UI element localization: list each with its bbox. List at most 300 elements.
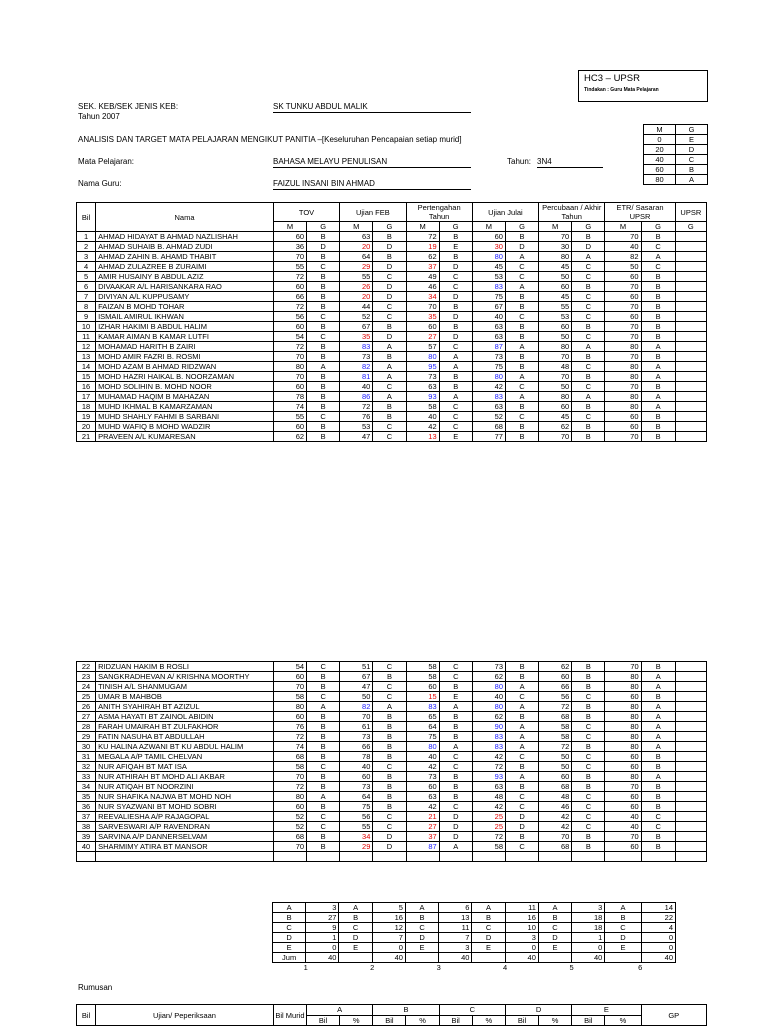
student-grade: A — [572, 252, 605, 262]
student-mark: 87 — [472, 342, 505, 352]
student-mark: 80 — [605, 672, 641, 682]
student-name: SANGKRADHEVAN A/ KRISHNA MOORTHY — [96, 672, 274, 682]
student-name: SARVINA A/P DANNERSELVAM — [96, 832, 274, 842]
student-grade: D — [439, 262, 472, 272]
student-mark: 68 — [273, 832, 306, 842]
rumusan-subheader: Bil — [505, 1015, 538, 1026]
student-mark: 70 — [605, 782, 641, 792]
summary-count: 9 — [306, 923, 339, 933]
summary-count: 16 — [505, 913, 538, 923]
student-mark: 62 — [472, 712, 505, 722]
student-mark: 62 — [406, 252, 439, 262]
student-grade: D — [373, 832, 406, 842]
student-mark: 72 — [472, 832, 505, 842]
summary-col-number: 5 — [569, 963, 574, 972]
student-mark: 40 — [472, 312, 505, 322]
student-mark: 63 — [472, 322, 505, 332]
student-grade: B — [373, 252, 406, 262]
student-bil: 22 — [77, 662, 96, 672]
student-mark: 64 — [406, 722, 439, 732]
student-bil: 36 — [77, 802, 96, 812]
student-mark: 70 — [273, 352, 306, 362]
student-mark: 40 — [605, 242, 641, 252]
student-grade: A — [641, 722, 675, 732]
summary-grade: C — [273, 923, 306, 933]
summary-row — [273, 943, 676, 953]
student-mark: 61 — [340, 722, 373, 732]
student-grade: C — [505, 382, 538, 392]
student-mark: 42 — [406, 762, 439, 772]
student-grade: B — [439, 782, 472, 792]
student-mark: 35 — [340, 332, 373, 342]
student-grade: B — [307, 722, 340, 732]
student-grade: C — [439, 422, 472, 432]
student-mark: 50 — [340, 692, 373, 702]
student-grade: B — [307, 782, 340, 792]
student-grade: B — [505, 292, 538, 302]
student-upsr — [675, 672, 706, 682]
student-grade: B — [307, 832, 340, 842]
student-grade: C — [439, 342, 472, 352]
summary-count: 0 — [641, 933, 675, 943]
student-row — [77, 672, 707, 682]
student-grade: B — [373, 712, 406, 722]
student-mark: 58 — [472, 842, 505, 852]
student-mark: 72 — [273, 302, 306, 312]
student-mark: 50 — [605, 262, 641, 272]
student-mark: 48 — [539, 792, 572, 802]
student-row — [77, 722, 707, 732]
main-table-page2 — [76, 661, 707, 862]
student-grade: D — [373, 242, 406, 252]
student-grade: B — [373, 672, 406, 682]
student-grade: B — [373, 232, 406, 242]
student-bil: 28 — [77, 722, 96, 732]
student-mark: 50 — [539, 332, 572, 342]
summary-col-numbers — [273, 963, 676, 973]
student-grade: C — [572, 382, 605, 392]
rumusan-header-d: D — [505, 1005, 571, 1016]
student-mark: 70 — [539, 232, 572, 242]
student-bil: 35 — [77, 792, 96, 802]
student-grade: C — [373, 682, 406, 692]
student-mark: 72 — [273, 782, 306, 792]
student-grade: B — [641, 272, 675, 282]
student-grade: C — [307, 332, 340, 342]
summary-count: 1 — [306, 933, 339, 943]
student-mark: 42 — [472, 802, 505, 812]
student-mark: 78 — [340, 752, 373, 762]
student-grade: A — [307, 362, 340, 372]
subject-value: BAHASA MELAYU PENULISAN — [273, 157, 471, 168]
header-ujian-feb: Ujian FEB — [340, 203, 406, 222]
student-grade: A — [505, 252, 538, 262]
student-grade: B — [572, 682, 605, 692]
student-mark: 60 — [273, 382, 306, 392]
teacher-value: FAIZUL INSANI BIN AHMAD — [273, 179, 471, 190]
student-mark: 68 — [539, 782, 572, 792]
student-grade: C — [373, 692, 406, 702]
header-percubaan: Percubaan / Akhir Tahun — [539, 203, 605, 222]
student-upsr — [675, 372, 706, 382]
student-upsr — [675, 752, 706, 762]
student-grade: D — [506, 812, 539, 822]
hc3-box — [578, 70, 708, 102]
student-grade: B — [439, 382, 472, 392]
student-bil: 20 — [77, 422, 96, 432]
student-grade: D — [373, 282, 406, 292]
student-grade: A — [373, 392, 406, 402]
summary-col-number: 3 — [436, 963, 441, 972]
student-mark: 19 — [406, 242, 439, 252]
student-upsr — [675, 782, 706, 792]
student-row — [77, 432, 707, 442]
student-grade: B — [641, 792, 675, 802]
student-grade: A — [505, 342, 538, 352]
student-grade: A — [439, 742, 472, 752]
student-mark: 70 — [273, 252, 306, 262]
student-row — [77, 402, 707, 412]
summary-count: 16 — [372, 913, 405, 923]
student-mark: 80 — [406, 352, 439, 362]
summary-grade: C — [405, 923, 438, 933]
student-grade: A — [641, 392, 675, 402]
student-row — [77, 392, 707, 402]
student-mark: 58 — [406, 662, 439, 672]
student-mark: 72 — [273, 272, 306, 282]
student-grade: B — [641, 832, 675, 842]
student-mark: 60 — [273, 672, 306, 682]
student-mark: 58 — [539, 732, 572, 742]
student-mark: 62 — [472, 672, 505, 682]
student-mark: 80 — [605, 702, 641, 712]
student-mark: 75 — [472, 292, 505, 302]
student-mark: 60 — [406, 782, 439, 792]
student-mark: 63 — [406, 792, 439, 802]
student-row — [77, 372, 707, 382]
student-mark: 46 — [406, 282, 439, 292]
student-mark: 63 — [472, 332, 505, 342]
student-grade: B — [439, 712, 472, 722]
student-upsr — [675, 302, 706, 312]
student-mark: 80 — [605, 362, 641, 372]
scale-grade: B — [676, 165, 708, 175]
student-mark: 80 — [539, 252, 572, 262]
blank-cell — [273, 852, 306, 862]
scale-mark: 80 — [644, 175, 676, 185]
student-mark: 21 — [406, 812, 439, 822]
student-grade: B — [439, 232, 472, 242]
student-name: SARVESWARI A/P RAVENDRAN — [96, 822, 274, 832]
student-grade: B — [505, 402, 538, 412]
analysis-title: ANALISIS DAN TARGET MATA PELAJARAN MENGIKUT PANITIA –[Keseluruhan Pencapaian setiap murid] — [78, 135, 462, 144]
student-mark: 44 — [340, 302, 373, 312]
student-mark: 55 — [273, 412, 306, 422]
rumusan-header-e: E — [572, 1005, 641, 1016]
summary-row — [273, 933, 676, 943]
summary-grade: A — [472, 903, 505, 913]
student-grade: B — [307, 352, 340, 362]
summary-count: 0 — [505, 943, 538, 953]
student-grade: B — [506, 672, 539, 682]
student-name: AHMAD SUHAIB B. AHMAD ZUDI — [96, 242, 274, 252]
student-mark: 50 — [539, 762, 572, 772]
blank-cell — [439, 852, 472, 862]
scale-grade: A — [676, 175, 708, 185]
hc3-title: HC3 – UPSR — [584, 73, 640, 84]
student-name: ISMAIL AMIRUL IKHWAN — [96, 312, 274, 322]
summary-grade: Jum — [273, 953, 306, 963]
student-mark: 95 — [406, 362, 439, 372]
student-row — [77, 692, 707, 702]
grade-scale-table — [643, 124, 708, 185]
student-grade: B — [373, 732, 406, 742]
header-g: G — [373, 222, 406, 232]
student-grade: B — [505, 302, 538, 312]
student-grade: E — [439, 692, 472, 702]
student-grade: A — [373, 372, 406, 382]
student-grade: C — [572, 302, 605, 312]
student-grade: C — [572, 732, 605, 742]
student-mark: 73 — [472, 662, 505, 672]
student-bil: 1 — [77, 232, 96, 242]
student-grade: B — [572, 782, 605, 792]
student-row — [77, 702, 707, 712]
student-grade: C — [439, 802, 472, 812]
summary-grade: E — [273, 943, 306, 953]
summary-count: 0 — [572, 943, 605, 953]
student-grade: B — [307, 302, 340, 312]
student-mark: 56 — [340, 812, 373, 822]
student-row — [77, 782, 707, 792]
scale-header-m: M — [644, 125, 676, 135]
student-grade: A — [307, 792, 340, 802]
student-mark: 80 — [605, 342, 641, 352]
student-name: FARAH UMAIRAH BT ZULFAKHOR — [96, 722, 274, 732]
student-grade: A — [439, 392, 472, 402]
student-grade: A — [641, 672, 675, 682]
student-grade: B — [506, 712, 539, 722]
student-mark: 62 — [539, 662, 572, 672]
student-mark: 73 — [406, 772, 439, 782]
student-grade: C — [505, 412, 538, 422]
summary-count: 22 — [641, 913, 675, 923]
student-mark: 45 — [539, 292, 572, 302]
summary-count: 11 — [505, 903, 538, 913]
student-mark: 60 — [472, 232, 505, 242]
student-mark: 58 — [539, 722, 572, 732]
student-grade: B — [439, 792, 472, 802]
scale-grade: C — [676, 155, 708, 165]
student-name: TINISH A/L SHANMUGAM — [96, 682, 274, 692]
summary-count: 3 — [572, 903, 605, 913]
student-grade: A — [439, 362, 472, 372]
student-upsr — [675, 332, 706, 342]
header-pertengahan: Pertengahan Tahun — [406, 203, 472, 222]
student-mark: 60 — [605, 422, 641, 432]
student-grade: A — [505, 392, 538, 402]
student-grade: C — [373, 432, 406, 442]
student-mark: 27 — [406, 822, 439, 832]
student-bil: 8 — [77, 302, 96, 312]
student-bil: 23 — [77, 672, 96, 682]
student-upsr — [675, 692, 706, 702]
student-mark: 60 — [539, 282, 572, 292]
header-m: M — [340, 222, 373, 232]
student-grade: B — [439, 772, 472, 782]
student-grade: B — [373, 772, 406, 782]
student-name: NUR SYAZWANI BT MOHD SOBRI — [96, 802, 274, 812]
student-mark: 80 — [605, 722, 641, 732]
summary-count: 6 — [439, 903, 472, 913]
student-grade: C — [307, 822, 340, 832]
student-mark: 54 — [273, 662, 306, 672]
student-mark: 67 — [340, 322, 373, 332]
student-name: NUR ATIQAH BT NOORZINI — [96, 782, 274, 792]
student-name: REEVALIESHA A/P RAJAGOPAL — [96, 812, 274, 822]
student-mark: 80 — [273, 702, 306, 712]
student-upsr — [675, 842, 706, 852]
student-upsr — [675, 832, 706, 842]
student-mark: 40 — [406, 752, 439, 762]
student-mark: 52 — [340, 312, 373, 322]
student-grade: A — [505, 372, 538, 382]
student-row — [77, 312, 707, 322]
student-grade: C — [572, 312, 605, 322]
student-grade: B — [641, 802, 675, 812]
student-grade: D — [373, 842, 406, 852]
student-grade: C — [307, 262, 340, 272]
student-mark: 63 — [472, 782, 505, 792]
student-mark: 63 — [472, 402, 505, 412]
student-grade: B — [572, 772, 605, 782]
student-mark: 70 — [539, 352, 572, 362]
student-name: DIVAAKAR A/L HARISANKARA RAO — [96, 282, 274, 292]
student-grade: B — [373, 412, 406, 422]
student-grade: B — [505, 362, 538, 372]
student-row — [77, 412, 707, 422]
student-row — [77, 422, 707, 432]
student-name: MUHD SHAHLY FAHMI B SARBANI — [96, 412, 274, 422]
student-row — [77, 292, 707, 302]
scale-row — [644, 175, 708, 185]
student-mark: 60 — [605, 312, 641, 322]
student-mark: 80 — [406, 742, 439, 752]
student-upsr — [675, 322, 706, 332]
student-mark: 70 — [273, 842, 306, 852]
student-mark: 83 — [406, 702, 439, 712]
student-grade: B — [641, 662, 675, 672]
student-upsr — [675, 362, 706, 372]
student-mark: 42 — [472, 752, 505, 762]
summary-grade: C — [538, 923, 571, 933]
student-mark: 73 — [472, 352, 505, 362]
header-m: M — [273, 222, 306, 232]
student-upsr — [675, 422, 706, 432]
scale-row — [644, 135, 708, 145]
student-mark: 52 — [273, 812, 306, 822]
student-mark: 42 — [539, 812, 572, 822]
summary-count: 40 — [505, 953, 538, 963]
student-mark: 73 — [406, 372, 439, 382]
student-grade: D — [439, 812, 472, 822]
student-name: MOHD HAZRI HAIKAL B. NOORZAMAN — [96, 372, 274, 382]
school-value: SK TUNKU ABDUL MALIK — [273, 102, 471, 113]
student-upsr — [675, 742, 706, 752]
student-upsr — [675, 262, 706, 272]
student-grade: B — [572, 712, 605, 722]
student-mark: 74 — [273, 742, 306, 752]
summary-grade: C — [472, 923, 505, 933]
student-grade: B — [641, 382, 675, 392]
student-grade: C — [506, 802, 539, 812]
student-mark: 60 — [273, 422, 306, 432]
student-mark: 60 — [273, 282, 306, 292]
student-mark: 60 — [539, 672, 572, 682]
student-mark: 55 — [539, 302, 572, 312]
summary-row — [273, 903, 676, 913]
student-mark: 72 — [406, 232, 439, 242]
student-upsr — [675, 822, 706, 832]
student-grade: B — [505, 422, 538, 432]
summary-grade: B — [605, 913, 641, 923]
student-mark: 58 — [273, 762, 306, 772]
student-mark: 70 — [539, 372, 572, 382]
summary-grade — [405, 953, 438, 963]
student-mark: 60 — [605, 802, 641, 812]
student-mark: 76 — [273, 722, 306, 732]
student-grade: B — [505, 322, 538, 332]
summary-grade: E — [472, 943, 505, 953]
student-grade: A — [439, 352, 472, 362]
student-grade: C — [307, 662, 340, 672]
student-mark: 67 — [472, 302, 505, 312]
student-grade: B — [641, 412, 675, 422]
student-mark: 74 — [273, 402, 306, 412]
student-mark: 70 — [605, 282, 641, 292]
student-name: PRAVEEN A/L KUMARESAN — [96, 432, 274, 442]
student-mark: 68 — [273, 752, 306, 762]
student-upsr — [675, 722, 706, 732]
student-grade: A — [641, 402, 675, 412]
student-name: NUR AFIQAH BT MAT ISA — [96, 762, 274, 772]
student-mark: 60 — [605, 692, 641, 702]
summary-count: 3 — [306, 903, 339, 913]
header-tov: TOV — [273, 203, 339, 222]
student-grade: C — [506, 752, 539, 762]
student-name: AHMAD ZAHIN B. AHAMD THABIT — [96, 252, 274, 262]
student-mark: 60 — [539, 402, 572, 412]
student-grade: C — [572, 792, 605, 802]
rumusan-header-b: B — [373, 1005, 439, 1016]
student-grade: A — [373, 342, 406, 352]
student-mark: 45 — [472, 262, 505, 272]
student-mark: 80 — [605, 392, 641, 402]
blank-cell — [307, 852, 340, 862]
scale-mark: 0 — [644, 135, 676, 145]
student-bil: 10 — [77, 322, 96, 332]
summary-grade: E — [538, 943, 571, 953]
summary-count: 13 — [439, 913, 472, 923]
student-grade: C — [572, 802, 605, 812]
student-upsr — [675, 242, 706, 252]
student-grade: D — [307, 242, 340, 252]
student-grade: B — [373, 782, 406, 792]
student-mark: 70 — [273, 772, 306, 782]
header-g: G — [505, 222, 538, 232]
header-m: M — [472, 222, 505, 232]
summary-grade: C — [339, 923, 372, 933]
